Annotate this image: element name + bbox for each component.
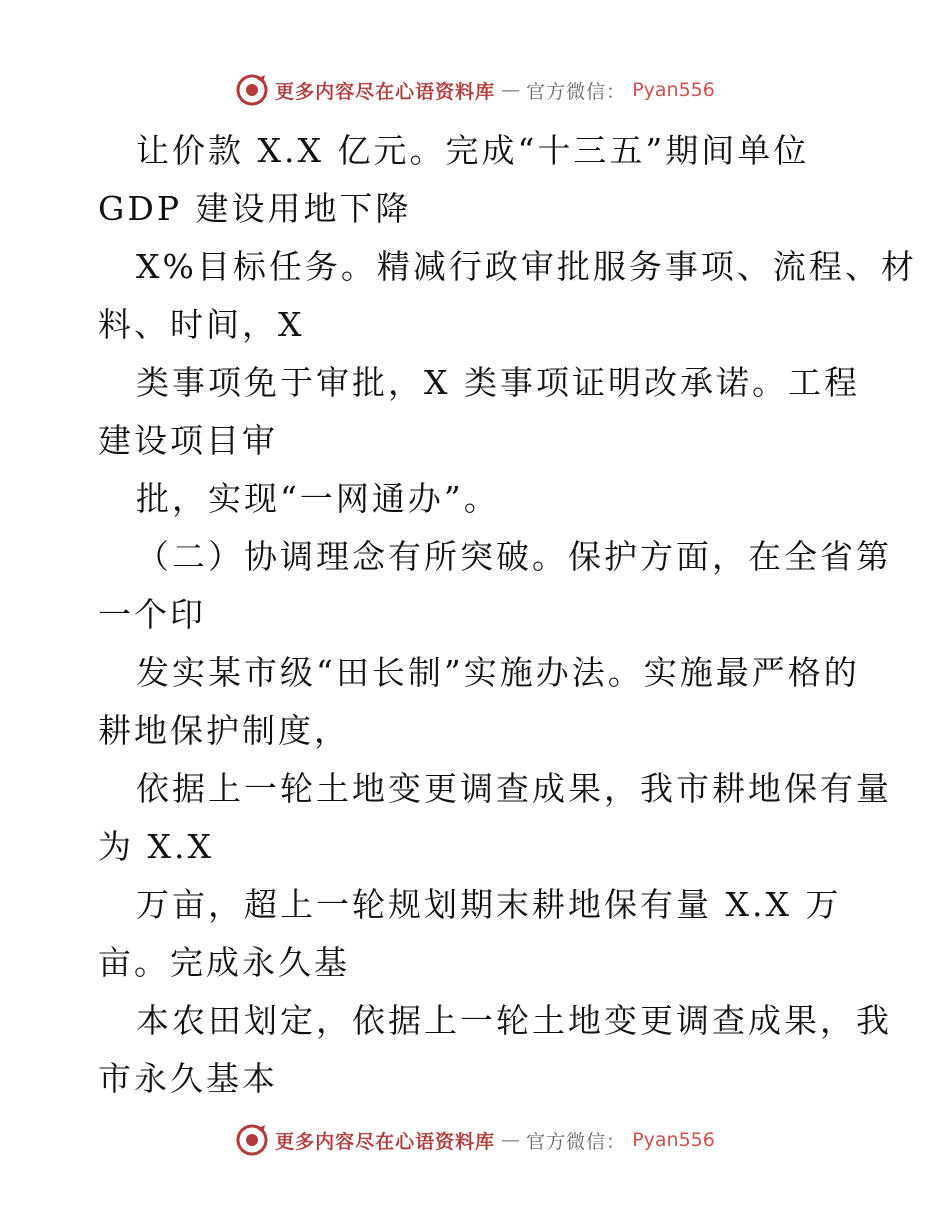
document-body xyxy=(98,122,917,1108)
text-line: X%目标任务。精减行政审批服务事项、流程、材 xyxy=(136,247,917,286)
text-line: 批，实现“一网通办”。 xyxy=(136,479,500,518)
watermark-label: 官方微信： xyxy=(526,1130,627,1153)
text-line: 耕地保护制度， xyxy=(98,711,350,750)
text-line: 建设项目审 xyxy=(98,421,278,460)
text-line: 让价款 X.X 亿元。完成“十三五”期间单位 xyxy=(136,131,810,170)
brand-logo-icon xyxy=(235,73,269,107)
text-line: 亩。完成永久基 xyxy=(98,943,350,982)
text-line: 为 X.X xyxy=(98,827,214,866)
text-line: 料、时间，X xyxy=(98,305,305,344)
text-line: 类事项免于审批，X 类事项证明改承诺。工程 xyxy=(136,363,860,402)
text-line: 万亩，超上一轮规划期末耕地保有量 X.X 万 xyxy=(136,885,842,924)
watermark-separator: — xyxy=(501,1129,521,1151)
text-line: 市永久基本 xyxy=(98,1059,278,1098)
text-line: 一个印 xyxy=(98,595,206,634)
text-line: 本农田划定，依据上一轮土地变更调查成果，我 xyxy=(136,1001,892,1040)
watermark-label: 官方微信： xyxy=(526,80,627,103)
text-line: 发实某市级“田长制”实施办法。实施最严格的 xyxy=(136,653,860,692)
watermark-id: Pyan556 xyxy=(632,1129,715,1151)
watermark-separator: — xyxy=(501,79,521,101)
watermark-header xyxy=(0,70,950,110)
text-line: 依据上一轮土地变更调查成果，我市耕地保有量 xyxy=(136,769,892,808)
text-line: GDP 建设用地下降 xyxy=(98,189,412,228)
watermark-footer xyxy=(0,1120,950,1160)
watermark-id: Pyan556 xyxy=(632,79,715,101)
watermark-text: 更多内容尽在心语资料库 xyxy=(275,80,496,103)
brand-logo-icon xyxy=(235,1123,269,1157)
text-line: （二）协调理念有所突破。保护方面，在全省第 xyxy=(136,537,892,576)
watermark-text: 更多内容尽在心语资料库 xyxy=(275,1130,496,1153)
